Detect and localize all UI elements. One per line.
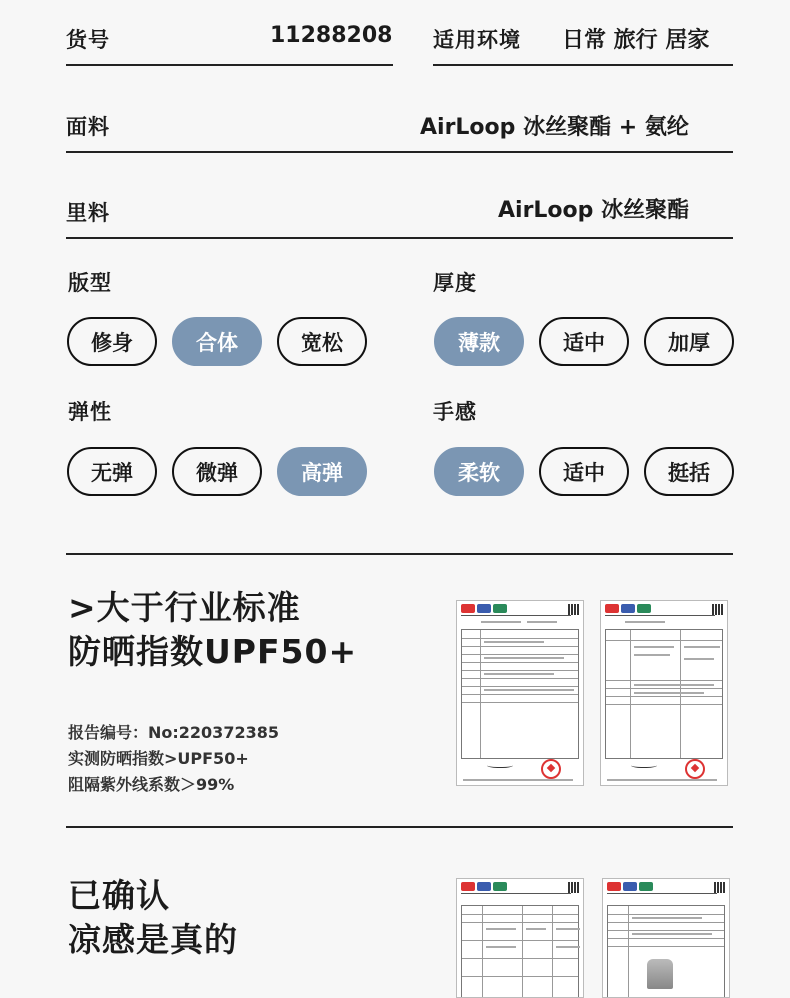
fit-option-slim[interactable]: 修身 — [67, 317, 157, 366]
hand-feel-label: 手感 — [433, 400, 477, 424]
thickness-label: 厚度 — [433, 271, 477, 295]
fit-option-loose[interactable]: 宽松 — [277, 317, 367, 366]
fabric-label: 面料 — [66, 115, 110, 139]
thickness-option-thick[interactable]: 加厚 — [644, 317, 734, 366]
cool-headline-line1: 已确认 — [68, 876, 170, 915]
cool-headline-line2: 凉感是真的 — [68, 920, 238, 959]
measured-upf: 实测防晒指数>UPF50+ — [68, 749, 249, 768]
elasticity-option-high[interactable]: 高弹 — [277, 447, 367, 496]
environment-value: 日常 旅行 居家 — [562, 28, 710, 53]
uv-block-rate: 阻隔紫外线系数＞99% — [68, 775, 235, 794]
lining-label: 里料 — [66, 201, 110, 225]
upf-headline-line1: >大于行业标准 — [68, 588, 301, 627]
test-report-image — [600, 600, 728, 786]
garment-photo — [647, 959, 673, 989]
report-number: 报告编号：No:220372385 — [68, 723, 279, 742]
item-no-value: 11288208 — [270, 23, 393, 48]
hand-feel-option-crisp[interactable]: 挺括 — [644, 447, 734, 496]
environment-label: 适用环境 — [433, 28, 521, 52]
fit-label: 版型 — [68, 271, 112, 295]
cooling-report-image — [602, 878, 730, 998]
fabric-value: AirLoop 冰丝聚酯 + 氨纶 — [420, 115, 689, 140]
section-divider — [66, 826, 733, 828]
fit-option-regular[interactable]: 合体 — [172, 317, 262, 366]
hand-feel-option-medium[interactable]: 适中 — [539, 447, 629, 496]
elasticity-option-none[interactable]: 无弹 — [67, 447, 157, 496]
test-report-image — [456, 600, 584, 786]
hand-feel-option-soft[interactable]: 柔软 — [434, 447, 524, 496]
section-divider — [66, 553, 733, 555]
elasticity-label: 弹性 — [68, 400, 112, 424]
cooling-report-image — [456, 878, 584, 998]
lining-value: AirLoop 冰丝聚酯 — [498, 198, 690, 223]
divider — [66, 64, 393, 66]
thickness-option-thin[interactable]: 薄款 — [434, 317, 524, 366]
upf-headline-line2: 防晒指数UPF50+ — [68, 632, 358, 671]
elasticity-option-slight[interactable]: 微弹 — [172, 447, 262, 496]
item-no-label: 货号 — [66, 28, 110, 52]
thickness-option-medium[interactable]: 适中 — [539, 317, 629, 366]
divider — [433, 64, 733, 66]
divider — [66, 151, 733, 153]
divider — [66, 237, 733, 239]
